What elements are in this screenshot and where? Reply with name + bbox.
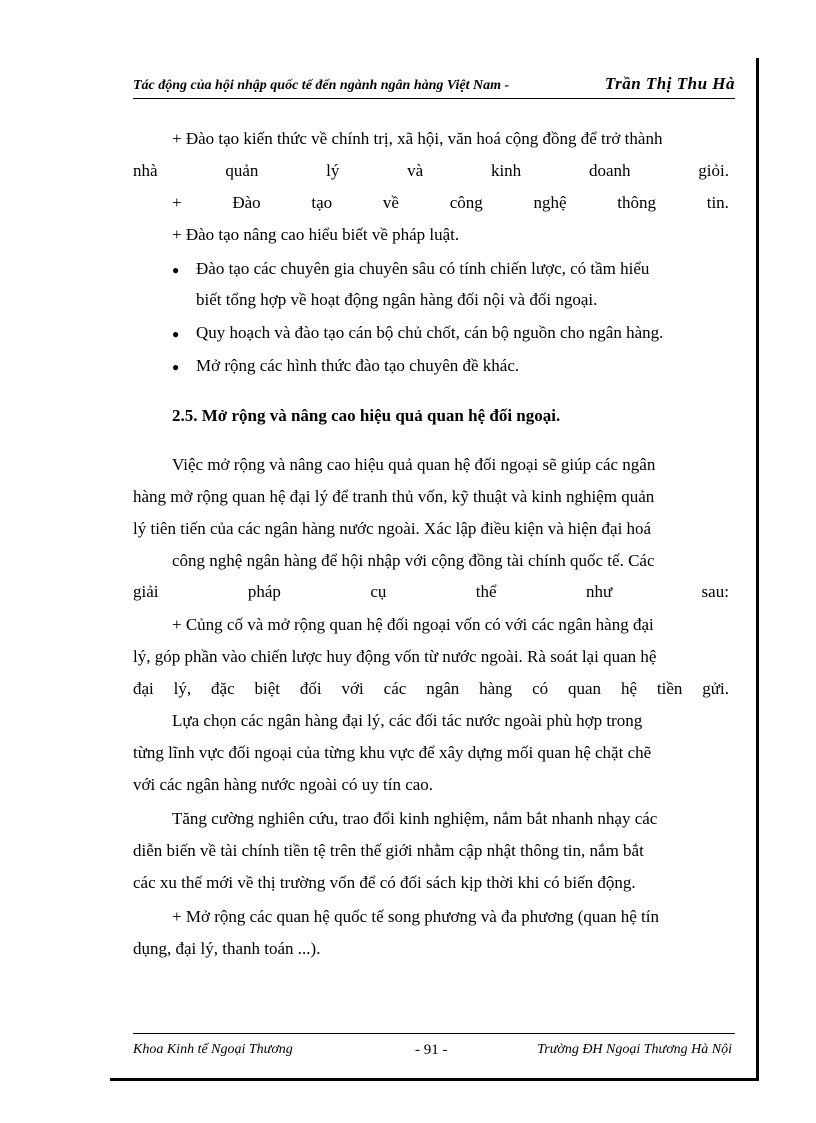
word: công	[449, 193, 483, 212]
word: hệ	[620, 679, 637, 698]
section-heading: 2.5. Mở rộng và nâng cao hiệu quả quan hệ đối ngoại.	[172, 406, 561, 425]
word: tạo	[311, 193, 333, 212]
text-line: + Mở rộng các quan hệ quốc tế song phương và đa phương (quan hệ tín	[172, 907, 659, 926]
page-number: - 91 -	[415, 1042, 448, 1058]
bullet-text: Đào tạo các chuyên gia chuyên sâu có tính chiến lược, có tầm hiểu	[196, 259, 650, 278]
text-line: + Đào tạo kiến thức về chính trị, xã hội, văn hoá cộng đồng để trở thành	[172, 129, 663, 148]
word: về	[382, 193, 399, 212]
text-line: dụng, đại lý, thanh toán ...).	[133, 939, 321, 958]
word: quản	[225, 161, 259, 180]
header-author: Trần Thị Thu Hà	[604, 74, 735, 93]
bullet-icon: ●	[172, 327, 180, 341]
text-line: Tăng cường nghiên cứu, trao đổi kinh nghiệm, nắm bắt nhanh nhạy các	[172, 809, 658, 828]
bullet-text: Mở rộng các hình thức đào tạo chuyên đề khác.	[196, 356, 520, 375]
justified-line	[172, 192, 729, 214]
word: biệt	[254, 679, 281, 698]
word: +	[172, 193, 182, 212]
word: tin.	[706, 193, 729, 212]
word: nhà	[133, 161, 158, 180]
text-line: Việc mở rộng và nâng cao hiệu quả quan hệ đối ngoại sẽ giúp các ngân	[172, 455, 656, 474]
word: với	[341, 679, 364, 698]
word: Đào	[232, 193, 261, 212]
word: lý	[326, 161, 340, 180]
word: lý,	[173, 679, 192, 698]
text-line: công nghệ ngân hàng để hội nhập với cộng đồng tài chính quốc tế. Các	[172, 551, 655, 570]
word: cụ	[370, 582, 387, 601]
word: thể	[475, 582, 497, 601]
word: và	[407, 161, 424, 180]
header-rule	[133, 98, 735, 99]
justified-line	[133, 678, 729, 700]
word: gửi.	[702, 679, 729, 698]
word: đại	[133, 679, 154, 698]
text-line: các xu thế mới về thị trường vốn để có đối sách kịp thời khi có biến động.	[133, 873, 636, 892]
header-title: Tác động của hội nhập quốc tế đến ngành ngân hàng Việt Nam -	[133, 78, 510, 93]
word: kinh	[490, 161, 522, 180]
word: pháp	[247, 582, 281, 601]
bullet-icon: ●	[172, 263, 180, 277]
word: giỏi.	[698, 161, 729, 180]
word: như	[585, 582, 613, 601]
word: tiền	[656, 679, 683, 698]
word: đặc	[211, 679, 235, 698]
bullet-text: Quy hoạch và đào tạo cán bộ chủ chốt, cán bộ nguồn cho ngân hàng.	[196, 323, 664, 342]
footer-rule	[133, 1033, 735, 1034]
word: sau:	[701, 582, 729, 601]
justified-line	[133, 581, 729, 603]
text-line: + Đào tạo nâng cao hiểu biết về pháp luật.	[172, 225, 460, 244]
word: đối	[299, 679, 322, 698]
word: các	[383, 679, 407, 698]
footer-university: Trường ĐH Ngoại Thương Hà Nội	[537, 1042, 732, 1057]
footer-faculty: Khoa Kinh tế Ngoại Thương	[133, 1042, 293, 1057]
word: có	[532, 679, 549, 698]
text-line: + Củng cố và mở rộng quan hệ đối ngoại vốn có với các ngân hàng đại	[172, 615, 654, 634]
bullet-text: biết tổng hợp về hoạt động ngân hàng đối nội và đối ngoại.	[196, 290, 598, 309]
word: ngân	[426, 679, 460, 698]
text-line: Lựa chọn các ngân hàng đại lý, các đối tác nước ngoài phù hợp trong	[172, 711, 643, 730]
word: giải	[133, 582, 159, 601]
page-header	[133, 74, 735, 98]
word: doanh	[588, 161, 631, 180]
text-line: với các ngân hàng nước ngoài có uy tín cao.	[133, 775, 434, 794]
bullet-icon: ●	[172, 360, 180, 374]
text-line: hàng mở rộng quan hệ đại lý để tranh thủ vốn, kỹ thuật và kinh nghiệm quản	[133, 487, 655, 506]
word: thông	[617, 193, 656, 212]
justified-line	[133, 160, 729, 182]
text-line: lý, góp phần vào chiến lược huy động vốn từ nước ngoài. Rà soát lại quan hệ	[133, 647, 657, 666]
word: hàng	[479, 679, 513, 698]
text-line: lý tiên tiến của các ngân hàng nước ngoài. Xác lập điều kiện và hiện đại hoá	[133, 519, 652, 538]
text-line: diễn biến về tài chính tiền tệ trên thế giới nhằm cập nhật thông tin, nắm bắt	[133, 841, 644, 860]
word: nghệ	[533, 193, 567, 212]
text-line: từng lĩnh vực đối ngoại của từng khu vực để xây dựng mối quan hệ chặt chẽ	[133, 743, 652, 762]
word: quan	[568, 679, 602, 698]
